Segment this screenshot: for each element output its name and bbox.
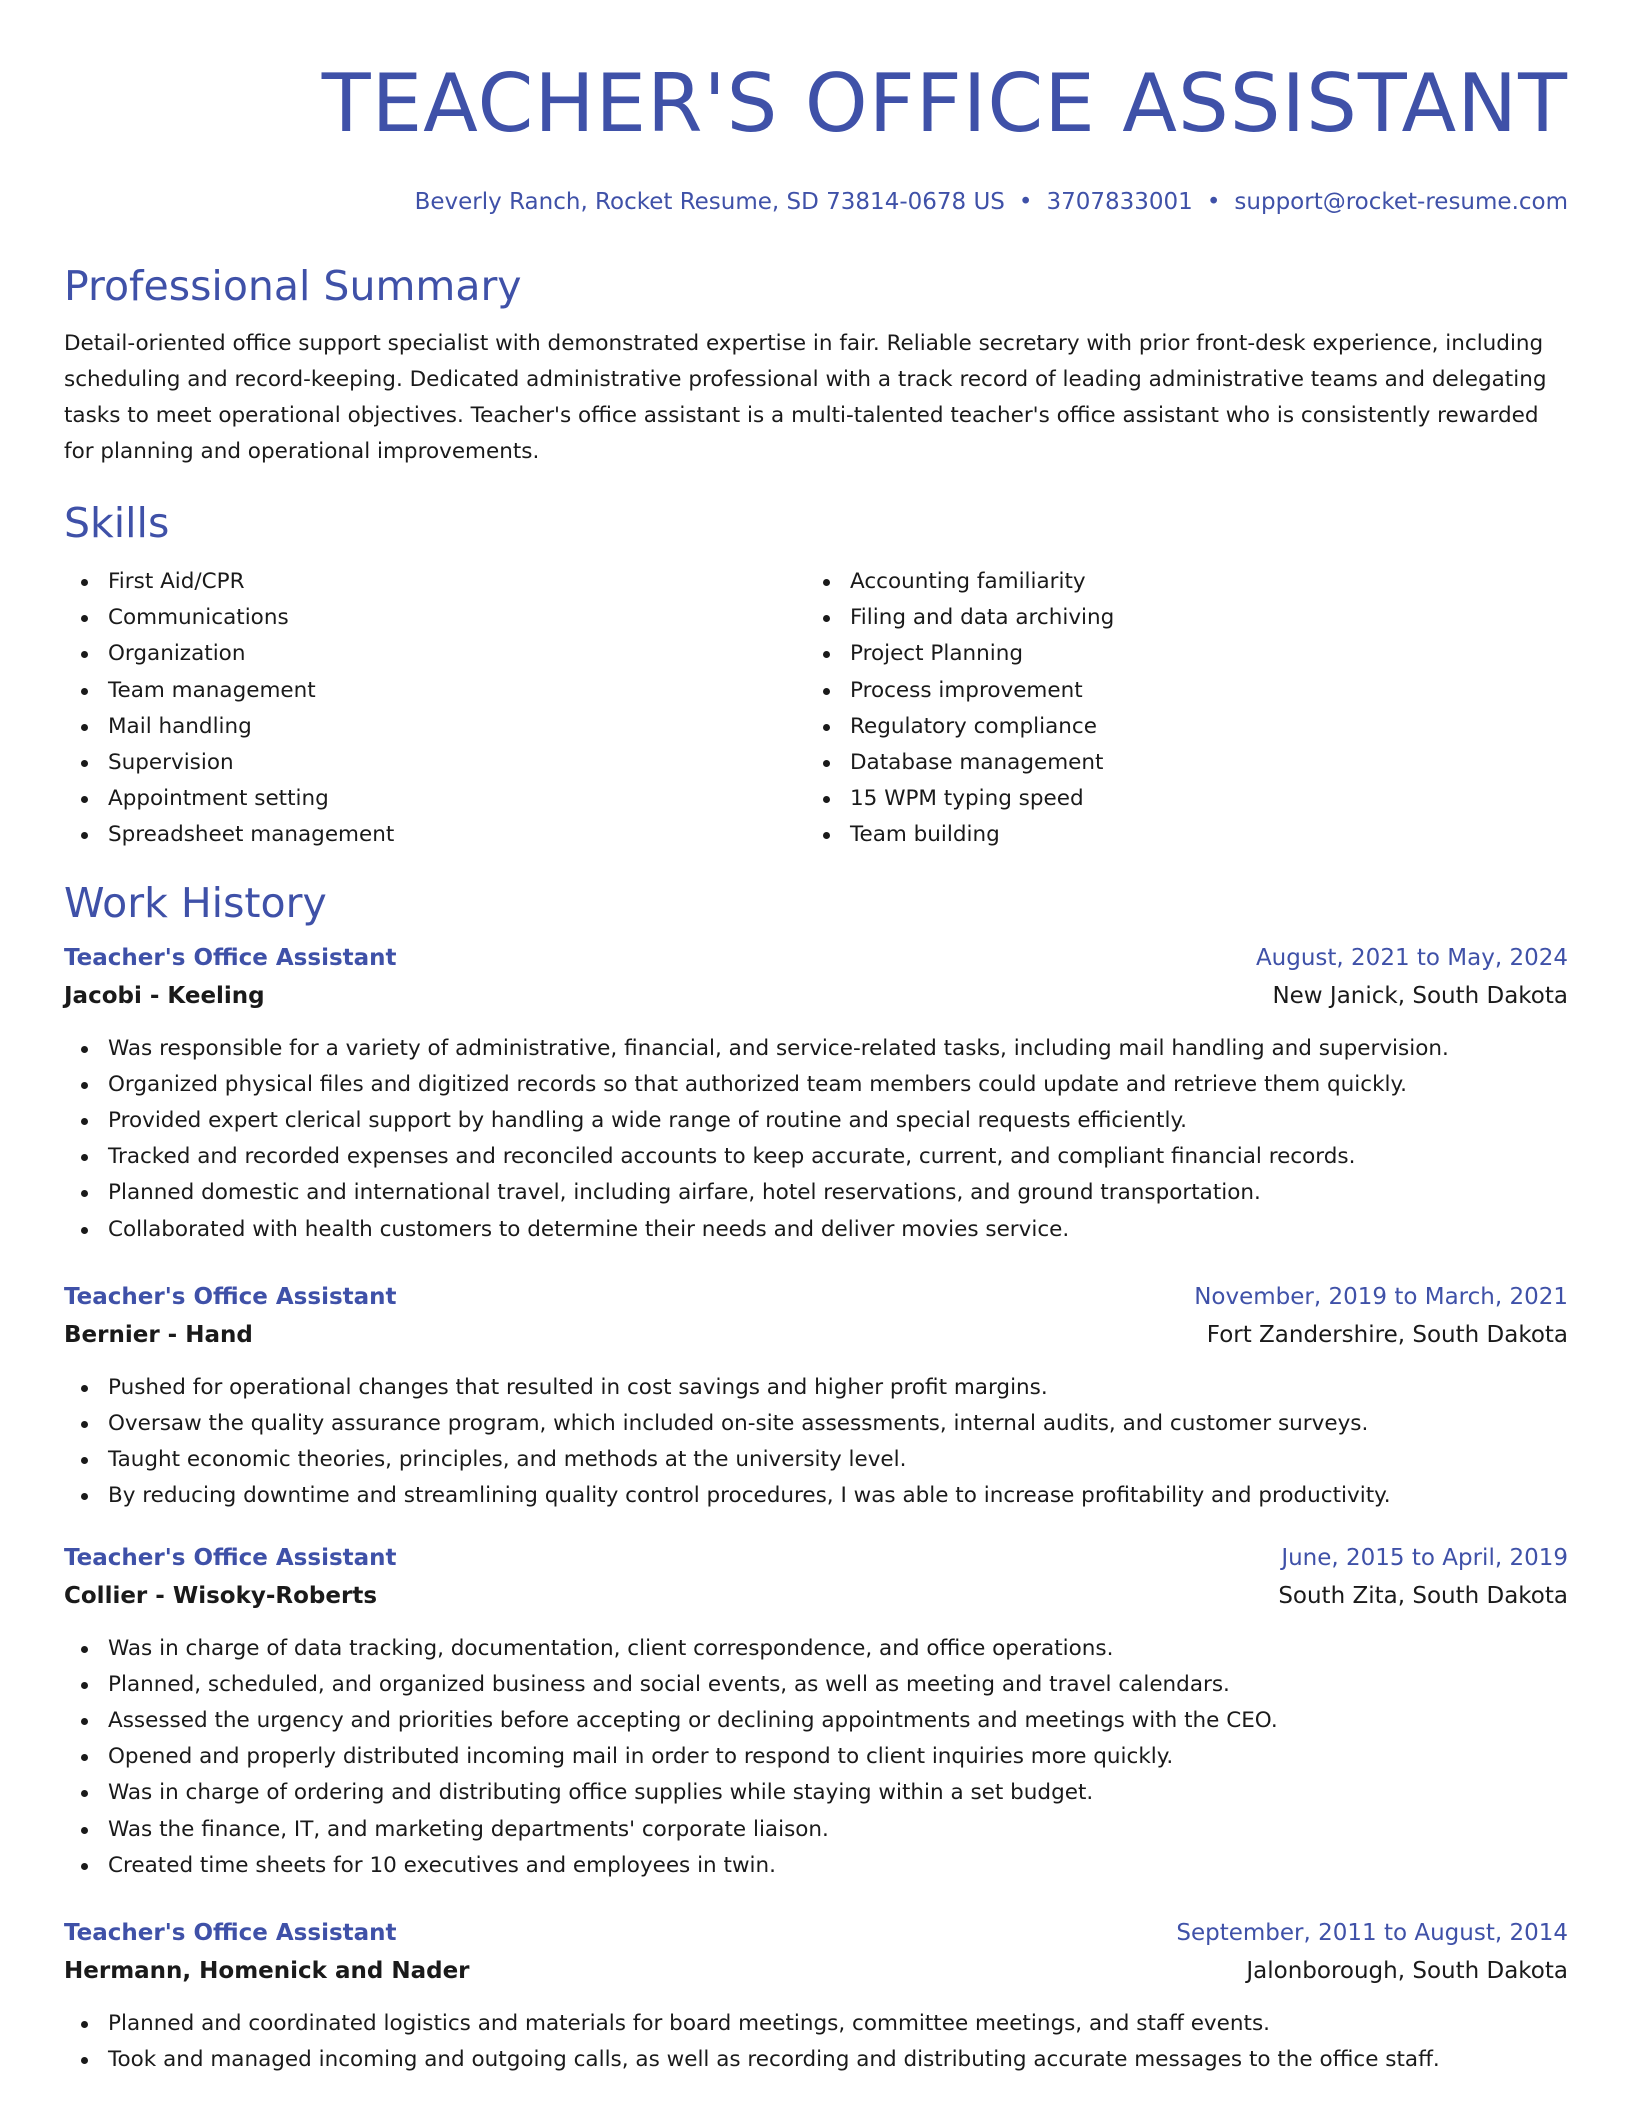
job-title: Teacher's Office Assistant [64,1544,397,1571]
job-dates: November, 2019 to March, 2021 [1194,1283,1568,1310]
job-entry [64,1278,1568,1515]
job-bullet: Created time sheets for 10 executives and employees in twin. [64,1848,1568,1884]
skill-item: Regulatory compliance [806,709,1568,745]
contact-line [64,187,1568,217]
job-company: Bernier - Hand [64,1321,253,1348]
job-bullet: Oversaw the quality assurance program, which included on-site assessments, internal audits, and customer surveys. [64,1406,1568,1442]
job-entry [64,1914,1568,2078]
job-bullets [64,1631,1568,1884]
skill-item: Team management [64,673,806,709]
job-dates: August, 2021 to May, 2024 [1255,944,1568,971]
skills-list-left [64,564,806,854]
job-bullet: Collaborated with health customers to determine their needs and deliver movies service. [64,1212,1568,1248]
work-history-heading: Work History [64,878,327,927]
job-title: Teacher's Office Assistant [64,1920,397,1947]
job-bullet: Planned, scheduled, and organized business and social events, as well as meeting and travel calendars. [64,1667,1568,1703]
job-bullet: Planned domestic and international travel, including airfare, hotel reservations, and ground transportation. [64,1175,1568,1211]
skills-heading: Skills [64,499,170,547]
job-location: Jalonborough, South Dakota [1246,1958,1568,1985]
contact-phone: 3707833001 [1046,189,1193,215]
job-bullets [64,2006,1568,2078]
skills-grid [64,564,1568,854]
summary-heading: Professional Summary [64,262,522,310]
job-bullet: By reducing downtime and streamlining quality control procedures, I was able to increase profitability and productivity. [64,1478,1568,1514]
contact-email[interactable]: support@rocket-resume.com [1234,189,1568,215]
contact-address: Beverly Ranch, Rocket Resume, SD 73814-0678 US [414,189,1005,215]
skill-item: Database management [806,745,1568,781]
summary-text: Detail-oriented office support specialist with demonstrated expertise in fair. Reliable secretary with prior front-desk experience, including scheduling and record-keeping. Dedicated administrative professional with a track record of leading administrative teams and delegating tasks to meet operational objectives. Teacher's office assistant is a multi-talented teacher's office assistant who is consistently rewarded for planning and operational improvements. [64,331,1547,464]
job-location: New Janick, South Dakota [1272,982,1568,1009]
skill-item: 15 WPM typing speed [806,781,1568,817]
job-bullet: Was in charge of ordering and distributing office supplies while staying within a set budget. [64,1775,1568,1811]
job-location: South Zita, South Dakota [1278,1582,1568,1609]
job-company: Jacobi - Keeling [64,982,265,1009]
job-title: Teacher's Office Assistant [64,944,397,971]
job-dates: September, 2011 to August, 2014 [1176,1920,1568,1947]
job-entry [64,1539,1568,1884]
contact-separator: • [1018,189,1033,215]
job-bullet: Pushed for operational changes that resulted in cost savings and higher profit margins. [64,1370,1568,1406]
job-company: Collier - Wisoky-Roberts [64,1582,378,1609]
skill-item: Team building [806,817,1568,853]
resume-name: TEACHER'S OFFICE ASSISTANT [321,57,1568,150]
job-bullet: Provided expert clerical support by handling a wide range of routine and special requests efficiently. [64,1103,1568,1139]
skill-item: Appointment setting [64,781,806,817]
job-bullets [64,1370,1568,1515]
skill-item: Process improvement [806,673,1568,709]
skill-item: Mail handling [64,709,806,745]
job-bullet: Taught economic theories, principles, and methods at the university level. [64,1442,1568,1478]
job-dates: June, 2015 to April, 2019 [1281,1544,1568,1571]
job-bullet: Was in charge of data tracking, documentation, client correspondence, and office operations. [64,1631,1568,1667]
job-title: Teacher's Office Assistant [64,1283,397,1310]
job-bullet: Tracked and recorded expenses and reconciled accounts to keep accurate, current, and compliant financial records. [64,1139,1568,1175]
job-company: Hermann, Homenick and Nader [64,1958,470,1985]
skill-item: First Aid/CPR [64,564,806,600]
contact-separator: • [1206,189,1221,215]
skill-item: Accounting familiarity [806,564,1568,600]
job-bullet: Was responsible for a variety of administrative, financial, and service-related tasks, including mail handling and supervision. [64,1031,1568,1067]
job-bullets [64,1031,1568,1248]
job-bullet: Took and managed incoming and outgoing calls, as well as recording and distributing accurate messages to the office staff. [64,2042,1568,2078]
job-bullet: Opened and properly distributed incoming mail in order to respond to client inquiries more quickly. [64,1739,1568,1775]
skill-item: Spreadsheet management [64,817,806,853]
skill-item: Supervision [64,745,806,781]
job-location: Fort Zandershire, South Dakota [1206,1321,1568,1348]
job-bullet: Assessed the urgency and priorities before accepting or declining appointments and meetings with the CEO. [64,1703,1568,1739]
skill-item: Filing and data archiving [806,600,1568,636]
job-bullet: Was the finance, IT, and marketing departments' corporate liaison. [64,1812,1568,1848]
skill-item: Project Planning [806,636,1568,672]
skill-item: Organization [64,636,806,672]
job-bullet: Planned and coordinated logistics and materials for board meetings, committee meetings, and staff events. [64,2006,1568,2042]
skills-list-right [806,564,1568,854]
skill-item: Communications [64,600,806,636]
job-entry [64,939,1568,1248]
resume-page [64,0,1568,2078]
job-bullet: Organized physical files and digitized records so that authorized team members could update and retrieve them quickly. [64,1067,1568,1103]
